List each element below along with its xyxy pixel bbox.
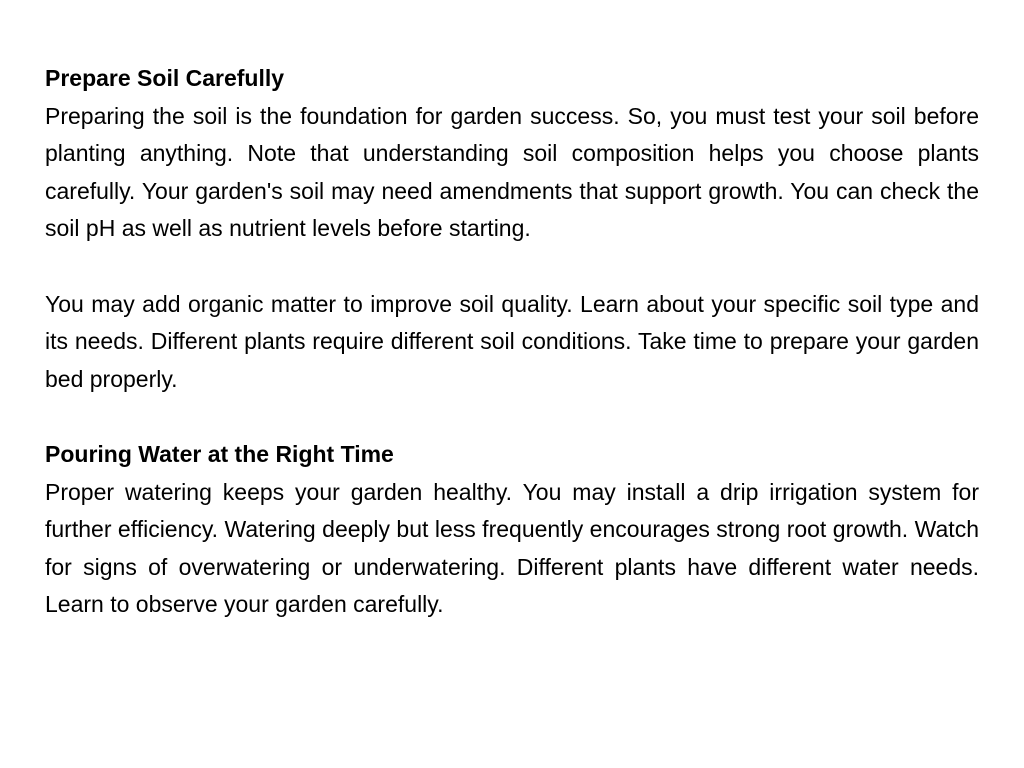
slide-content: [45, 60, 979, 624]
section-prepare-soil: [45, 60, 979, 398]
section-paragraph: Preparing the soil is the foundation for garden success. So, you must test your soil before planting anything. Note that understanding soil composition helps you choose plants carefully. Your garden's soil may need amendments that support growth. You can check the soil pH as well as nutrient levels before starting.: [45, 102, 979, 242]
section-paragraph: Proper watering keeps your garden healthy. You may install a drip irrigation system for further efficiency. Watering deeply but less frequently encourages strong root growth. Watch for signs of overwatering or underwatering. Different plants have different water needs. Learn to observe your garden carefully.: [45, 478, 979, 618]
section-pouring-water: [45, 436, 979, 624]
paragraph-spacer: [45, 248, 979, 286]
section-heading: Prepare Soil Carefully: [45, 65, 285, 91]
section-heading: Pouring Water at the Right Time: [45, 440, 394, 467]
section-paragraph: You may add organic matter to improve soil quality. Learn about your specific soil type and its needs. Different plants require different soil conditions. Take time to prepare your garden bed properly.: [45, 290, 979, 392]
section-spacer: [45, 398, 979, 436]
